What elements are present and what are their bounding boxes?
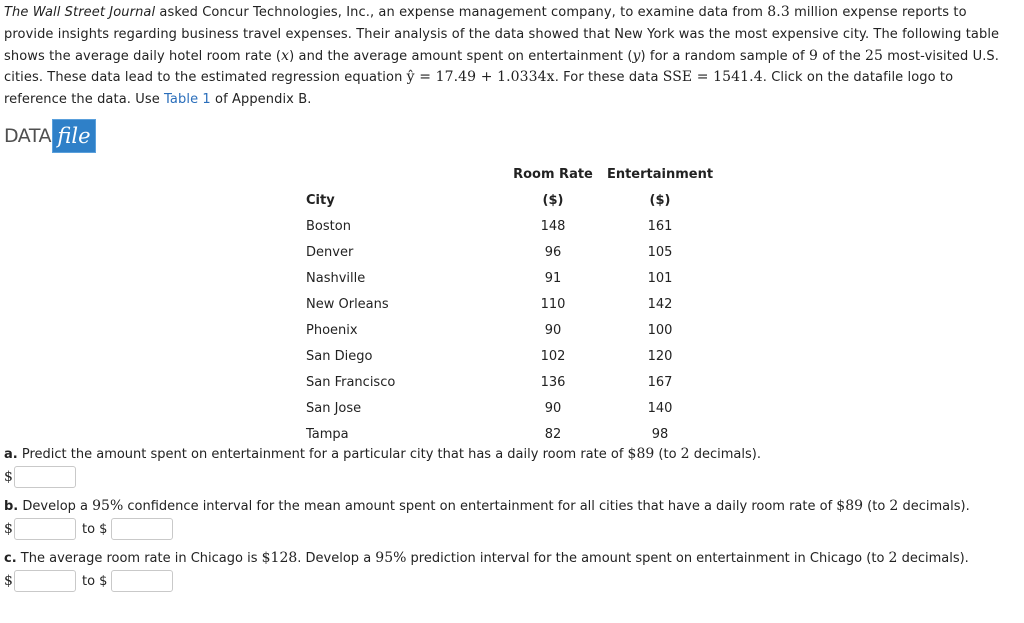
room-rate-cell: 90 (544, 322, 562, 338)
city-cell: San Diego (306, 348, 373, 364)
to-label: to $ (82, 521, 108, 537)
room-rate-cell: 82 (544, 426, 562, 442)
table-row (300, 317, 720, 343)
table-row (300, 343, 720, 369)
question-a-letter: a. (4, 447, 18, 462)
room-rate-cell: 90 (544, 400, 562, 416)
currency-symbol: $ (4, 469, 13, 485)
answer-b-lower-input[interactable] (14, 518, 76, 540)
datafile-logo-data-text: DATA (4, 125, 51, 147)
table-header-row-1 (300, 161, 720, 187)
question-c-letter: c. (4, 551, 17, 566)
entertainment-cell: 100 (647, 322, 673, 338)
entertainment-cell: 105 (647, 244, 673, 260)
data-table (300, 161, 720, 447)
answer-c-row (4, 570, 173, 592)
question-b-letter: b. (4, 499, 19, 514)
table-row (300, 265, 720, 291)
entertainment-cell: 140 (647, 400, 673, 416)
question-a: a. Predict the amount spent on entertainment for a particular city that has a daily room rate of $89 (to 2 decimals). (4, 446, 761, 462)
entertainment-cell: 120 (647, 348, 673, 364)
table-header-cell: Room Rate (513, 166, 593, 182)
regression-equation: ŷ = 17.49 + 1.0334x (406, 69, 555, 86)
question-b: b. Develop a 95% confidence interval for the mean amount spent on entertainment for all cities that have a daily room rate of $89 (to 2 decimals). (4, 498, 970, 514)
entertainment-cell: 98 (651, 426, 669, 442)
datafile-logo[interactable] (4, 119, 96, 153)
entertainment-cell: 142 (647, 296, 673, 312)
currency-symbol: $ (4, 573, 13, 589)
table-row (300, 395, 720, 421)
currency-symbol: $ (4, 521, 13, 537)
city-cell: San Jose (306, 400, 362, 416)
answer-a-row (4, 466, 76, 488)
answer-c-lower-input[interactable] (14, 570, 76, 592)
room-rate-cell: 96 (544, 244, 562, 260)
problem-intro: The Wall Street Journal asked Concur Technologies, Inc., an expense management company, to examine data from 8.3 million expense reports to provide insights regarding business travel expenses. Their analysis of the data showed that New York was the most expensive city. The following table shows the average daily hotel room rate (x) and the average amount spent on entertainment (y) for a random sample of 9 of the 25 most-visited U.S. cities. These data lead to the estimated regression equation ŷ = 17.49 + 1.0334x. For these data SSE = 1541.4. Click on the datafile logo to reference the data. Use Table 1 of Appendix B. (4, 4, 1000, 108)
city-cell: Boston (306, 218, 351, 234)
table-header-cell: Entertainment (606, 166, 714, 182)
room-rate-cell: 91 (544, 270, 562, 286)
table-row (300, 239, 720, 265)
sse-value: SSE = 1541.4 (662, 69, 763, 86)
city-cell: San Francisco (306, 374, 396, 390)
table-header-cell: City (306, 192, 335, 208)
entertainment-cell: 167 (647, 374, 673, 390)
table-header-cell: ($) (649, 192, 671, 208)
answer-b-row (4, 518, 173, 540)
table-row (300, 421, 720, 447)
table-header-cell: ($) (542, 192, 564, 208)
table-1-link[interactable]: Table 1 (164, 92, 211, 108)
table-row (300, 369, 720, 395)
table-header-row-2 (300, 187, 720, 213)
room-rate-cell: 148 (540, 218, 566, 234)
room-rate-cell: 110 (540, 296, 566, 312)
to-label: to $ (82, 573, 108, 589)
city-cell: Denver (306, 244, 354, 260)
entertainment-cell: 101 (647, 270, 673, 286)
room-rate-cell: 102 (540, 348, 566, 364)
city-cell: New Orleans (306, 296, 389, 312)
answer-b-upper-input[interactable] (111, 518, 173, 540)
room-rate-cell: 136 (540, 374, 566, 390)
entertainment-cell: 161 (647, 218, 673, 234)
city-cell: Nashville (306, 270, 366, 286)
city-cell: Tampa (306, 426, 349, 442)
source-title: The Wall Street Journal (4, 5, 156, 20)
city-cell: Phoenix (306, 322, 358, 338)
answer-a-input[interactable] (14, 466, 76, 488)
table-row (300, 213, 720, 239)
table-row (300, 291, 720, 317)
datafile-logo-file-text: file (52, 119, 96, 153)
question-c: c. The average room rate in Chicago is $128. Develop a 95% prediction interval for the amount spent on entertainment in Chicago (to 2 decimals). (4, 550, 969, 566)
table-header-cell (300, 161, 506, 187)
answer-c-upper-input[interactable] (111, 570, 173, 592)
